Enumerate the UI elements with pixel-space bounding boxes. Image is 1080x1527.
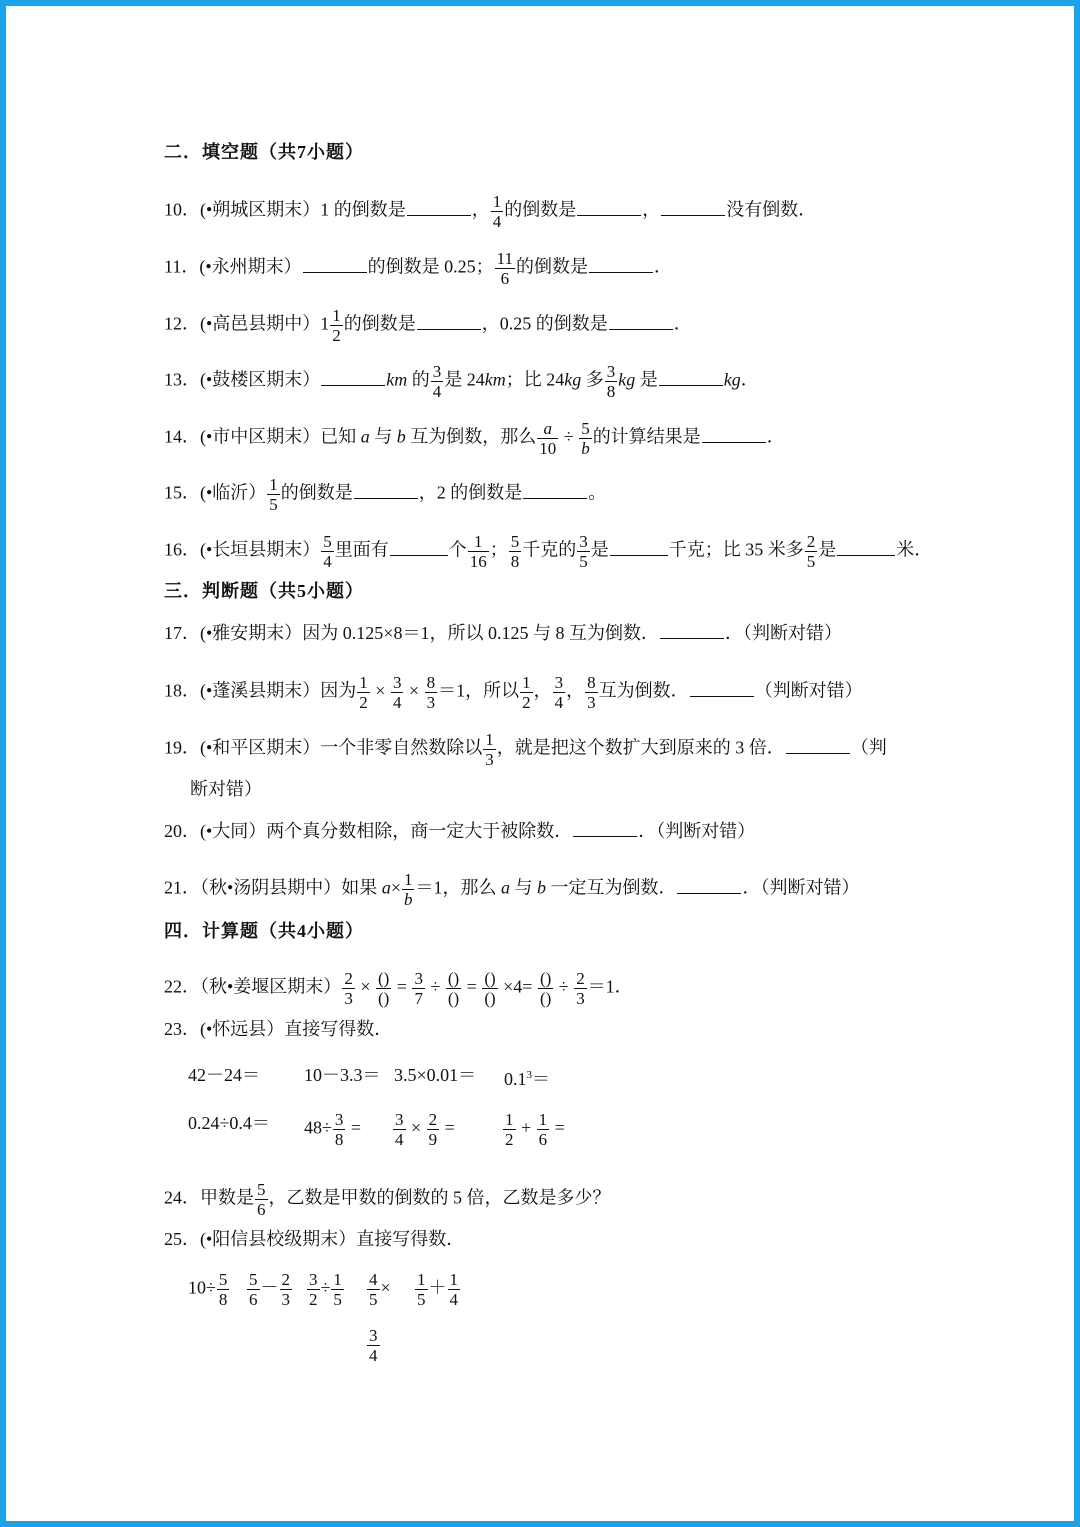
calc-item: 10÷ $\frac{5}{8}$ [188, 1270, 228, 1309]
answer-blank [417, 313, 481, 330]
answer-blank [303, 256, 367, 273]
section-judge-title: 三．判断题（共5小题） [164, 581, 364, 601]
calc-item: $\frac{3}{4}$ × $\frac{2}{9}$ = [395, 1110, 455, 1149]
calc-item: 48÷ $\frac{3}{8}$ = [304, 1110, 362, 1149]
fraction: $\frac{2}{3}$ [576, 969, 585, 1008]
question-11: 11．(•永州期末） 的倒数是 0.25； $\frac{11}{6}$ 的倒数是 ． [164, 249, 673, 288]
answer-blank [573, 820, 637, 837]
fraction: $\frac{1}{4}$ [449, 1270, 458, 1309]
question-19-wrap: 断对错） [190, 779, 262, 799]
fraction: $\frac{3}{2}$ [309, 1270, 318, 1309]
fraction: $\frac{1}{4}$ [492, 192, 502, 231]
calc-item: $\frac{1}{5}$ ＋ $\frac{1}{4}$ [417, 1270, 458, 1309]
fraction: $\frac{2}{3}$ [281, 1270, 290, 1309]
question-10: 10．(•朔城区期末）1 的倒数是 ， $\frac{1}{4}$ 的倒数是 ， 没有倒数． [164, 192, 817, 231]
question-23-title: 23．(•怀远县）直接写得数． [164, 1019, 393, 1039]
fraction: $\frac{a}{10}$ [539, 419, 557, 458]
answer-blank [354, 482, 418, 499]
fraction: $\frac{1}{3}$ [485, 730, 494, 769]
calc-item: 0.24÷0.4＝ [188, 1113, 270, 1133]
fraction-blank: $\frac{()}{()}$ [484, 969, 496, 1008]
fraction: $\frac{5}{8}$ [218, 1270, 228, 1309]
calc-item: $0.1^3=$ [504, 1069, 550, 1089]
fraction: $\frac{5}{6}$ [257, 1180, 266, 1219]
calc-item [366, 1326, 381, 1365]
answer-blank [786, 737, 850, 754]
fraction: $\frac{3}{5}$ [579, 532, 588, 571]
fraction: $\frac{1}{2}$ [505, 1110, 514, 1149]
calc-item: 42－24＝ [188, 1065, 260, 1085]
question-25-title: 25．(•阳信县校级期末）直接写得数． [164, 1229, 465, 1249]
section-fill-title: 二．填空题（共7小题） [164, 142, 364, 162]
calc-item: $\frac{1}{2}$ + $\frac{1}{6}$ = [505, 1110, 565, 1149]
fraction: $\frac{2}{3}$ [344, 969, 353, 1008]
fraction: $\frac{8}{3}$ [426, 673, 436, 712]
fraction: $\frac{1}{2}$ [332, 306, 341, 345]
fraction: $\frac{1}{2}$ [359, 673, 368, 712]
fraction: $\frac{1}{5}$ [333, 1270, 342, 1309]
fraction: $\frac{3}{4}$ [395, 1110, 404, 1149]
fraction-blank: $\frac{()}{()}$ [539, 969, 552, 1008]
answer-blank [390, 539, 448, 556]
fraction: $\frac{3}{8}$ [606, 362, 616, 401]
answer-blank [690, 680, 754, 697]
answer-blank [523, 482, 587, 499]
fraction: $\frac{5}{6}$ [249, 1270, 258, 1309]
fraction: $\frac{2}{9}$ [428, 1110, 438, 1149]
fraction: $\frac{2}{5}$ [806, 532, 816, 571]
fraction: $\frac{8}{3}$ [587, 673, 596, 712]
calc-item: 3.5×0.01＝ [394, 1065, 477, 1085]
question-16: 16．(•长垣县期末） $\frac{5}{4}$ 里面有 个 $\frac{1}{16}$ ； $\frac{5}{8}$ 千克的 $\frac{3}{5}$ 是 千克；比 35 米多 $\frac{2}{5}$ 是 米． [164, 532, 933, 571]
calc-item: $\frac{4}{5}$ × [369, 1270, 391, 1309]
answer-blank [577, 199, 641, 216]
fraction: $\frac{1}{5}$ [417, 1270, 426, 1309]
question-12: 12．(•高邑县期中）1 $\frac{1}{2}$ 的倒数是 ，0.25 的倒数是 ． [164, 306, 692, 345]
fraction: $\frac{3}{4}$ [432, 362, 442, 401]
fraction: $\frac{4}{5}$ [369, 1270, 378, 1309]
fraction: $\frac{5}{b}$ [581, 419, 590, 458]
fraction-blank: $\frac{()}{()}$ [377, 969, 390, 1008]
question-13: 13．(•鼓楼区期末） km 的 $\frac{3}{4}$ 是 24km；比 24kg 多 $\frac{3}{8}$ kg 是 kg． [164, 362, 759, 401]
fraction: $\frac{1}{5}$ [269, 475, 278, 514]
fraction: $\frac{3}{4}$ [392, 673, 402, 712]
answer-blank [407, 199, 471, 216]
answer-blank [659, 369, 723, 386]
answer-blank [660, 622, 724, 639]
answer-blank [702, 426, 766, 443]
answer-blank [321, 369, 385, 386]
fraction-blank: $\frac{()}{()}$ [447, 969, 460, 1008]
fraction: $\frac{3}{8}$ [334, 1110, 344, 1149]
answer-blank [837, 539, 895, 556]
fraction: $\frac{1}{16}$ [469, 532, 487, 571]
fraction: $\frac{3}{4}$ [554, 673, 564, 712]
calc-item: 10－3.3＝ [304, 1065, 381, 1085]
fraction: $\frac{11}{6}$ [496, 249, 514, 288]
answer-blank [610, 539, 668, 556]
answer-blank [589, 256, 653, 273]
calc-item: $\frac{5}{6}$ － $\frac{2}{3}$ [249, 1270, 290, 1309]
section-calc-title: 四．计算题（共4小题） [164, 921, 364, 941]
answer-blank [677, 877, 741, 894]
fraction: $\frac{5}{8}$ [510, 532, 520, 571]
fraction: $\frac{1}{6}$ [538, 1110, 548, 1149]
fraction: $\frac{3}{4}$ [369, 1326, 378, 1365]
answer-blank [609, 313, 673, 330]
question-18: 18．(•蓬溪县期末）因为 $\frac{1}{2}$ × $\frac{3}{4}$ × $\frac{8}{3}$ ＝1，所以 $\frac{1}{2}$ ， $\frac{3}{4}$ ， $\frac{8}{3}$ 互为倒数． （判断对错） [164, 673, 863, 712]
fraction: $\frac{1}{b}$ [403, 870, 413, 909]
question-21: 21．（秋•汤阴县期中）如果 a× $\frac{1}{b}$ ＝1，那么 a 与 b 一定互为倒数． ．（判断对错） [164, 870, 860, 909]
fraction: $\frac{5}{4}$ [323, 532, 332, 571]
question-14: 14．(•市中区期末）已知 a 与 b 互为倒数，那么 $\frac{a}{10}$ ÷ $\frac{5}{b}$ 的计算结果是 ． [164, 419, 785, 458]
fraction: $\frac{3}{7}$ [414, 969, 423, 1008]
calc-item: $\frac{3}{2}$ ÷ $\frac{1}{5}$ [309, 1270, 342, 1309]
question-20: 20．(•大同）两个真分数相除，商一定大于被除数． ．（判断对错） [164, 821, 756, 841]
question-24: 24．甲数是 $\frac{5}{6}$ ，乙数是甲数的倒数的 5 倍，乙数是多少？ [164, 1180, 611, 1219]
fraction: $\frac{1}{2}$ [522, 673, 531, 712]
answer-blank [661, 199, 725, 216]
question-17: 17．(•雅安期末）因为 0.125×8＝1，所以 0.125 与 8 互为倒数． ．（判断对错） [164, 623, 842, 643]
question-19: 19．(•和平区期末）一个非零自然数除以 $\frac{1}{3}$ ，就是把这个数扩大到原来的 3 倍． （判 [164, 730, 887, 769]
question-22: 22．（秋•姜堰区期末） $\frac{2}{3}$ × $\frac{()}{()}$ = $\frac{3}{7}$ ÷ $\frac{()}{()}$ = $\frac{()}{()}$ ×4= $\frac{()}{()}$ ÷ $\frac{2}{3}$ ＝1． [164, 969, 633, 1008]
question-15: 15．(•临沂） $\frac{1}{5}$ 的倒数是 ，2 的倒数是 。 [164, 475, 607, 514]
